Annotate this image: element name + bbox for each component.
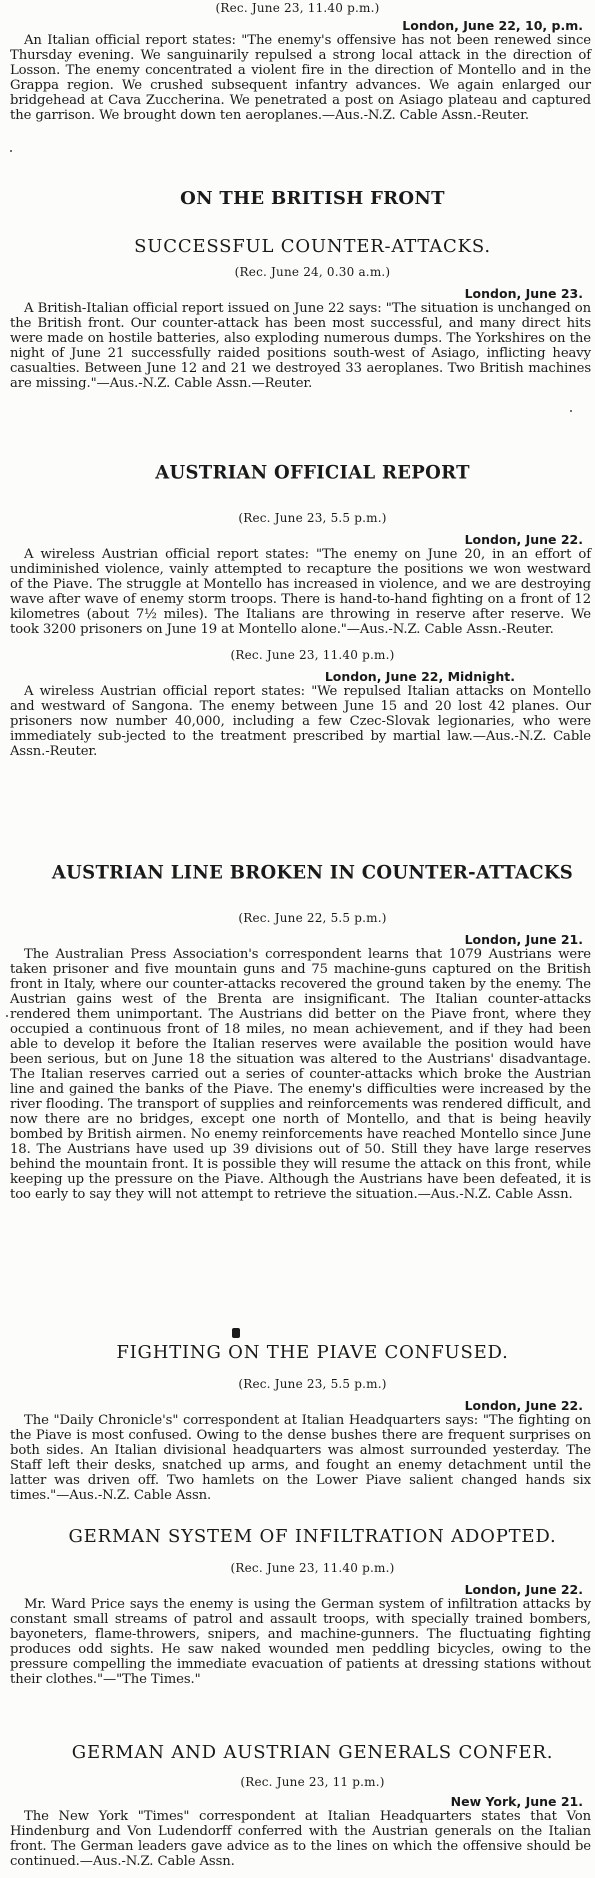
article-body: Mr. Ward Price says the enemy is using the German system of infiltration attacks by constant small streams of patrol and assault troops, with specially trained bombers, bayoneters, flame-throwers, snipers, and machine-gunners. The fluctuating fighting produces odd sights. He saw naked wounded men peddling bicycles, owing to the pressure compelling the immediate evacuation of patients at dressing stations without their clothes."—"The Times.": [10, 1597, 591, 1687]
dateline: London, June 22.: [464, 532, 583, 547]
article-body: The Australian Press Association's correspondent learns that 1079 Austrians were taken prisoner and five mountain guns and 75 machine-guns captured on the British front in Italy, where our counter-attacks recovered the ground taken by the enemy. The Austrian gains west of the Brenta are insignificant. The Italian counter-attacks rendered them unimportant. The Austrians did better on the Piave front, where they occupied a continuous front of 18 miles, no mean achievement, and if they had been able to develop it before the Italian reserves were available the position would have been serious, but on June 18 the situation was altered to the Austrians' disadvantage. The Italian reserves carried out a series of counter-attacks which broke the Austrian line and gained the banks of the Piave. The enemy's difficulties were increased by the river flooding. The transport of supplies and reinforcements was rendered difficult, and now there are no bridges, except one north of Montello, and that is being heavily bombed by British airmen. No enemy reinforcements have reached Montello since June 18. The Austrians have used up 39 divisions out of 50. Still they have large reserves behind the mountain front. It is possible they will resume the attack on this front, while keeping up the pressure on the Piave. Although the Austrians have been defeated, it is too early to say they will not attempt to retrieve the situation.—Aus.-N.Z. Cable Assn.: [10, 947, 591, 1202]
dateline: New York, June 21.: [450, 1794, 583, 1809]
section-headline: AUSTRIAN LINE BROKEN IN COUNTER-ATTACKS: [51, 861, 574, 884]
received-line: (Rec. June 23, 11.40 p.m.): [215, 1, 380, 15]
scan-speck: [10, 150, 12, 152]
received-line: (Rec. June 24, 0.30 a.m.): [234, 265, 391, 279]
article-austrian-official: [10, 461, 595, 759]
ornament-mark: [232, 1328, 240, 1338]
article-body: The "Daily Chronicle's" correspondent at Italian Headquarters says: "The fighting on the Piave is most confused. Owing to the dense bushes there are frequent surprises on both sides. An Italian divisional headquarters was almost surrounded yesterday. The Staff left their desks, snatched up arms, and fought an enemy detachment until the latter was driven off. Two hamlets on the Lower Piave salient changed hands six times."—Aus.-N.Z. Cable Assn.: [10, 1413, 591, 1503]
dateline: London, June 22, 10, p.m.: [402, 18, 583, 33]
received-line: (Rec. June 23, 11.40 p.m.): [230, 1561, 395, 1575]
section-headline: GERMAN AND AUSTRIAN GENERALS CONFER.: [71, 1742, 554, 1763]
section-headline: AUSTRIAN OFFICIAL REPORT: [155, 461, 470, 484]
section-headline: GERMAN SYSTEM OF INFILTRATION ADOPTED.: [68, 1526, 557, 1547]
dateline: London, June 22.: [464, 1582, 583, 1597]
sub-headline: SUCCESSFUL COUNTER-ATTACKS.: [134, 236, 491, 257]
article-body: The New York "Times" correspondent at Italian Headquarters states that Von Hindenburg and Von Ludendorff conferred with the Austrian generals on the Italian front. The German leaders gave advice as to the lines on which the offensive should be continued.—Aus.-N.Z. Cable Assn.: [10, 1809, 591, 1869]
article-british-front: [10, 188, 595, 391]
section-headline: ON THE BRITISH FRONT: [180, 188, 445, 209]
article-piave-confused: [10, 1342, 595, 1503]
article-body: A wireless Austrian official report states: "The enemy on June 20, in an effort of undiminished violence, vainly attempted to recapture the positions we won westward of the Piave. The struggle at Montello has increased in violence, and we are destroying wave after wave of enemy storm troops. There is hand-to-hand fighting on a front of 12 kilometres (about 7½ miles). The Italians are throwing in reserve after reserve. We took 3200 prisoners on June 19 at Montello alone."—Aus.-N.Z. Cable Assn.-Reuter.: [10, 547, 591, 637]
scan-speck: [6, 1015, 8, 1017]
received-line-2: (Rec. June 23, 11.40 p.m.): [230, 648, 395, 662]
scan-speck: [570, 410, 572, 412]
dateline: London, June 23.: [464, 286, 583, 301]
article-infiltration: [10, 1526, 595, 1687]
article-body-2: A wireless Austrian official report states: "We repulsed Italian attacks on Montello and westward of Sangona. The enemy between June 15 and 20 lost 42 planes. Our prisoners now number 40,000, including a few Czec-Slovak legionaries, who were immediately sub-jected to the treatment prescribed by martial law.—Aus.-N.Z. Cable Assn.-Reuter.: [10, 684, 591, 759]
section-headline: FIGHTING ON THE PIAVE CONFUSED.: [116, 1342, 509, 1363]
article-generals-confer: [10, 1742, 595, 1869]
article-austrian-line: [10, 861, 595, 1202]
received-line: (Rec. June 23, 11 p.m.): [240, 1775, 385, 1789]
article-body: An Italian official report states: "The enemy's offensive has not been renewed since Thursday evening. We sanguinarily repulsed a strong local attack in the direction of Losson. The enemy concentrated a violent fire in the direction of Montello and in the Grappa region. We crushed subsequent infantry advances. We again enlarged our bridgehead at Cava Zuccherina. We penetrated a post on Asiago plateau and captured the garrison. We brought down ten aeroplanes.—Aus.-N.Z. Cable Assn.-Reuter.: [10, 33, 591, 123]
dateline-2: London, June 22, Midnight.: [324, 669, 515, 684]
received-line: (Rec. June 23, 5.5 p.m.): [238, 1377, 387, 1391]
received-line: (Rec. June 23, 5.5 p.m.): [238, 511, 387, 525]
article-italian-report: [10, 0, 595, 123]
received-line: (Rec. June 22, 5.5 p.m.): [238, 911, 387, 925]
article-body: A British-Italian official report issued on June 22 says: "The situation is unchanged on the British front. Our counter-attack has been most successful, and many direct hits were made on hostile batteries, also exploding numerous dumps. The Yorkshires on the night of June 21 successfully raided positions south-west of Asiago, inflicting heavy casualties. Between June 12 and 21 we destroyed 33 aeroplanes. Two British machines are missing."—Aus.-N.Z. Cable Assn.—Reuter.: [10, 301, 591, 391]
dateline: London, June 22.: [464, 1398, 583, 1413]
dateline: London, June 21.: [464, 932, 583, 947]
